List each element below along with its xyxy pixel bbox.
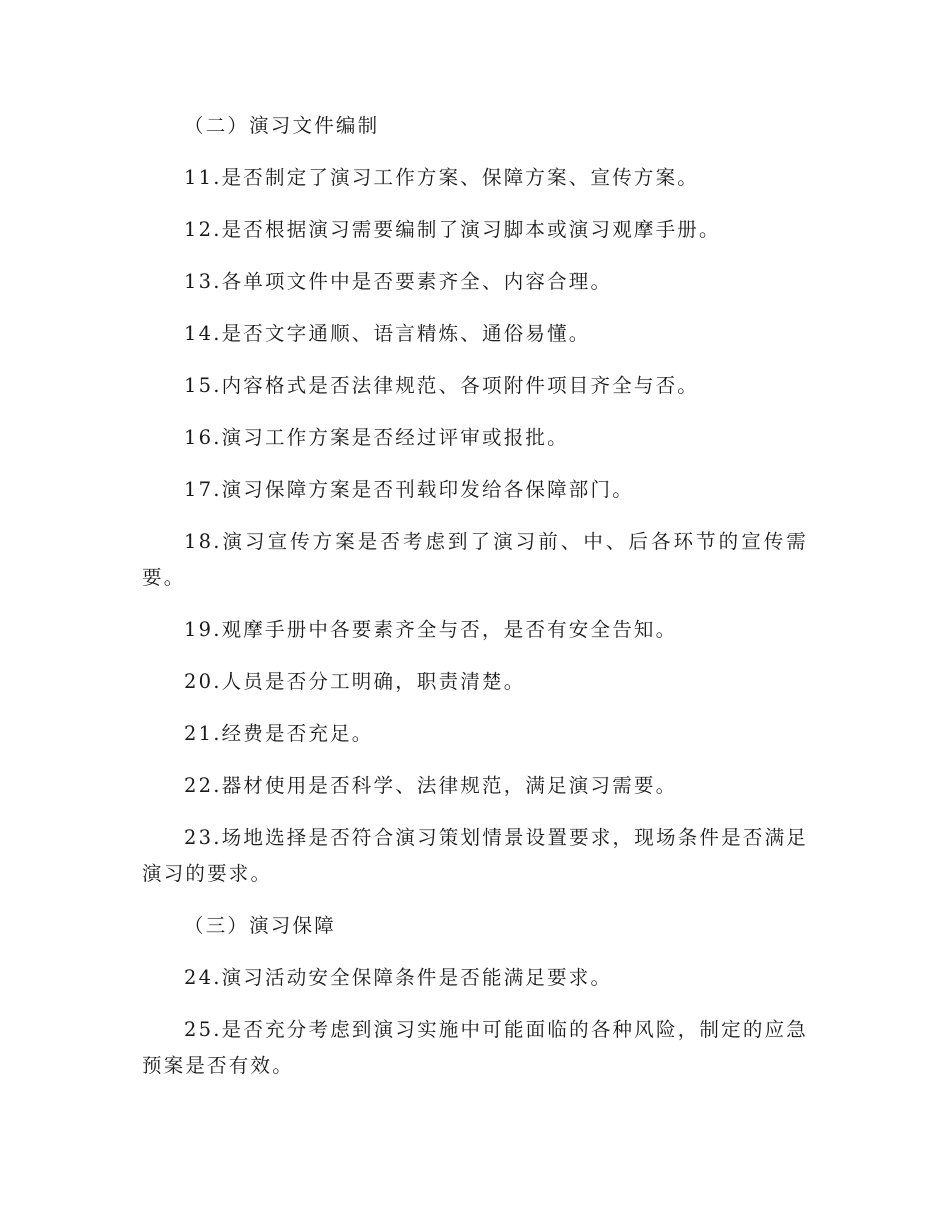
document-body <box>142 108 808 1084</box>
list-item: 12.是否根据演习需要编制了演习脚本或演习观摩手册。 <box>184 218 721 241</box>
list-item: 17.演习保障方案是否刊载印发给各保障部门。 <box>184 478 634 501</box>
list-item: 23.场地选择是否符合演习策划情景设置要求，现场条件是否满足演习的要求。 <box>142 826 808 885</box>
list-item: 11.是否制定了演习工作方案、保障方案、宣传方案。 <box>184 166 700 189</box>
list-item: 18.演习宣传方案是否考虑到了演习前、中、后各环节的宣传需要。 <box>142 530 808 589</box>
section-heading-drill-documents: （二）演习文件编制 <box>184 114 380 137</box>
list-item: 24.演习活动安全保障条件是否能满足要求。 <box>184 966 613 989</box>
list-item: 19.观摩手册中各要素齐全与否，是否有安全告知。 <box>184 618 678 641</box>
list-item: 20.人员是否分工明确，职责清楚。 <box>184 670 526 693</box>
list-item: 16.演习工作方案是否经过评审或报批。 <box>184 426 569 449</box>
list-item: 14.是否文字通顺、语言精炼、通俗易懂。 <box>184 322 591 345</box>
section-heading-drill-support: （三）演习保障 <box>184 914 336 937</box>
list-item: 22.器材使用是否科学、法律规范，满足演习需要。 <box>184 774 678 797</box>
list-item: 21.经费是否充足。 <box>184 722 374 745</box>
list-item: 13.各单项文件中是否要素齐全、内容合理。 <box>184 270 613 293</box>
list-item: 15.内容格式是否法律规范、各项附件项目齐全与否。 <box>184 374 700 397</box>
list-item: 25.是否充分考虑到演习实施中可能面临的各种风险，制定的应急预案是否有效。 <box>142 1018 808 1077</box>
